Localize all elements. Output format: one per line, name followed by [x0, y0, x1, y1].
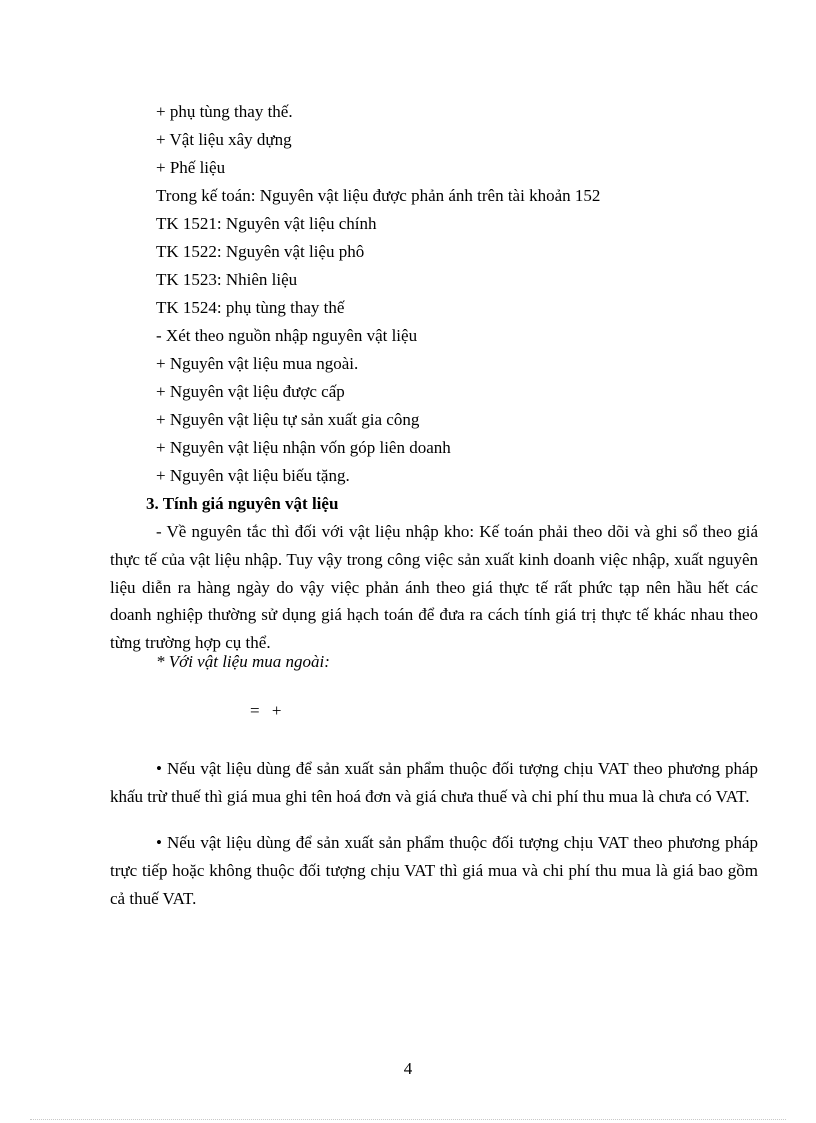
account-line: TK 1521: Nguyên vật liệu chính [156, 214, 377, 233]
page-number: 4 [403, 1059, 413, 1078]
list-item: + Nguyên vật liệu nhận vốn góp liên doanh [156, 438, 451, 457]
list-item: + Nguyên vật liệu biếu tặng. [156, 466, 350, 485]
section-heading: 3. Tính giá nguyên vật liệu [146, 494, 339, 513]
list-item: + Phế liệu [156, 158, 226, 177]
section-intro-line: - Xét theo nguồn nhập nguyên vật liệu [156, 326, 418, 345]
list-item: + Nguyên vật liệu được cấp [156, 382, 345, 401]
list-item: + phụ tùng thay thế. [156, 102, 293, 121]
account-line: TK 1523: Nhiên liệu [156, 270, 298, 289]
formula: = + [250, 701, 286, 720]
text-line: Trong kế toán: Nguyên vật liệu được phản ánh trên tài khoản 152 [156, 186, 601, 205]
account-line: TK 1522: Nguyên vật liệu phô [156, 242, 365, 261]
account-line: TK 1524: phụ tùng thay thế [156, 298, 345, 317]
subheading: * Với vật liệu mua ngoài: [156, 652, 330, 671]
intro-paragraph: - Về nguyên tắc thì đối với vật liệu nhập kho: Kế toán phải theo dõi và ghi sổ theo giá thực tế của vật liệu nhập. Tuy vậy trong công việc sản xuất kinh doanh việc nhập, xuất nguyên liệu diễn ra hàng ngày do vậy việc phản ánh theo giá thực tế rất phức tạp nên hầu hết các doanh nghiệp thường sử dụng giá hạch toán để đưa ra cách tính giá trị thực tế khác nhau theo từng trường hợp cụ thể. [110, 522, 758, 653]
list-item: + Nguyên vật liệu mua ngoài. [156, 354, 359, 373]
list-item: + Vật liệu xây dựng [156, 130, 292, 149]
bullet-paragraph: • Nếu vật liệu dùng để sản xuất sản phẩm thuộc đối tượng chịu VAT theo phương pháp khấu trừ thuế thì giá mua ghi tên hoá đơn và giá chưa thuế và chi phí thu mua là chưa có VAT. [110, 759, 758, 806]
list-item: + Nguyên vật liệu tự sản xuất gia công [156, 410, 420, 429]
bullet-paragraph: • Nếu vật liệu dùng để sản xuất sản phẩm thuộc đối tượng chịu VAT theo phương pháp trực tiếp hoặc không thuộc đối tượng chịu VAT thì giá mua và chi phí thu mua là giá bao gồm cả thuế VAT. [110, 833, 758, 908]
page-divider [30, 1119, 786, 1120]
